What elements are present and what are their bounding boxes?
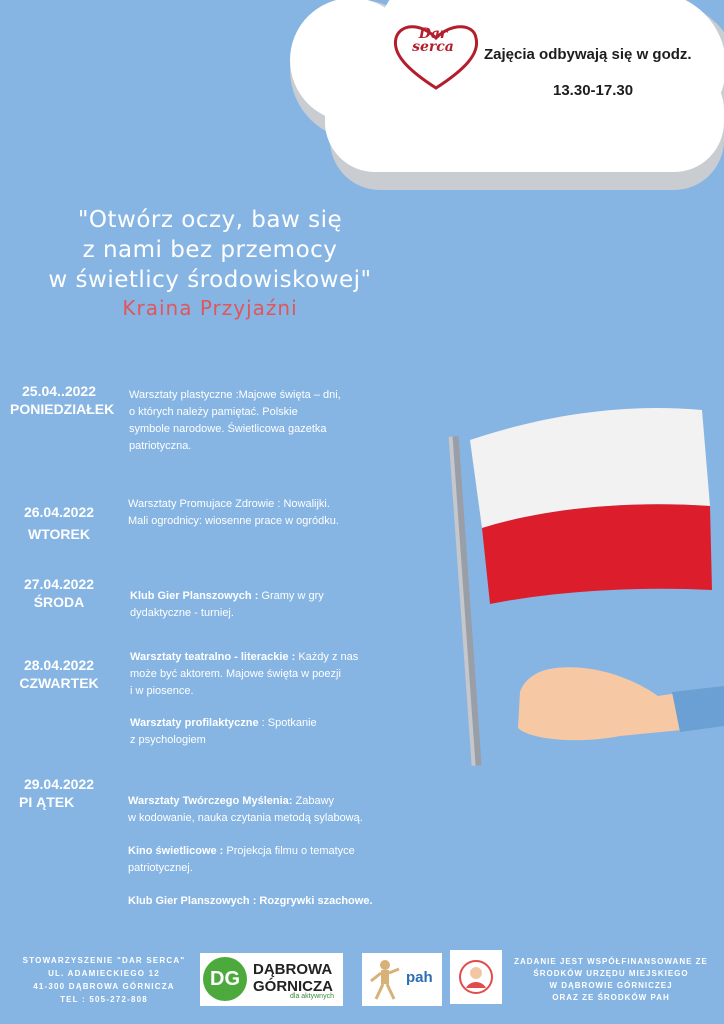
subtitle: Kraina Przyjaźni — [122, 296, 298, 320]
puppet-icon — [368, 959, 402, 1001]
cloud-graphic — [0, 0, 724, 200]
pah-logo: pah — [362, 953, 442, 1006]
funding-info: ZADANIE JEST WSPÓŁFINANSOWANE ZE ŚRODKÓW URZĘDU MIEJSKIEGO W DĄBROWIE GÓRNICZEJ ORAZ ZE ŚRODKÓW PAH — [514, 957, 708, 1002]
activity-2: Warsztaty Promujace Zdrowie : Nowalijki. Mali ogrodnicy: wiosenne prace w ogródku. — [128, 498, 339, 527]
date-5: 29.04.2022 PI ĄTEK — [19, 776, 95, 810]
activity-1: Warsztaty plastyczne :Majowe święta – dni, o których należy pamiętać. Polskie symbole narodowe. Świetlicowa gazetka patriotyczna. — [129, 389, 341, 452]
activity-4b: Warsztaty profilaktyczne : Spotkanie z psychologiem — [130, 717, 317, 746]
organization-info: STOWARZYSZENIE "DAR SERCA" UL. ADAMIECKIEGO 12 41-300 DĄBROWA GÓRNICZA TEL : 505-272-808 — [22, 956, 186, 1004]
date-1: 25.04..2022 PONIEDZIAŁEK — [10, 383, 115, 417]
dabrowa-gornicza-logo: DG DĄBROWA GÓRNICZA dla aktywnych — [200, 953, 343, 1006]
childrens-logo — [450, 950, 502, 1004]
activity-5a: Warsztaty Twórczego Myślenia: Zabawy w kodowanie, nauka czytania metodą sylabową. — [128, 795, 363, 824]
hours-label: Zajęcia odbywają się w godz. — [484, 46, 692, 63]
hours-time: 13.30-17.30 — [553, 82, 634, 99]
logo-text: Dar serca — [412, 26, 454, 55]
child-emblem-icon — [456, 956, 496, 998]
activity-4: Warsztaty teatralno - literackie : Każdy z nas może być aktorem. Majowe święta w poezji i w piosence. — [130, 651, 359, 697]
date-4: 28.04.2022 CZWARTEK — [19, 657, 99, 691]
activity-5c: Klub Gier Planszowych : Rozgrywki szachowe. — [128, 895, 373, 907]
date-3: 27.04.2022 ŚRODA — [23, 576, 95, 610]
headline-quote: "Otwórz oczy, baw się z nami bez przemocy w świetlicy środowiskowej" — [48, 207, 372, 293]
activity-3: Klub Gier Planszowych : Gramy w gry dydaktyczne - turniej. — [130, 590, 324, 619]
activity-5b: Kino świetlicowe : Projekcja filmu o tematyce patriotycznej. — [128, 845, 355, 874]
date-2: 26.04.2022 WTOREK — [23, 504, 95, 542]
polish-flag-illustration — [440, 400, 724, 780]
